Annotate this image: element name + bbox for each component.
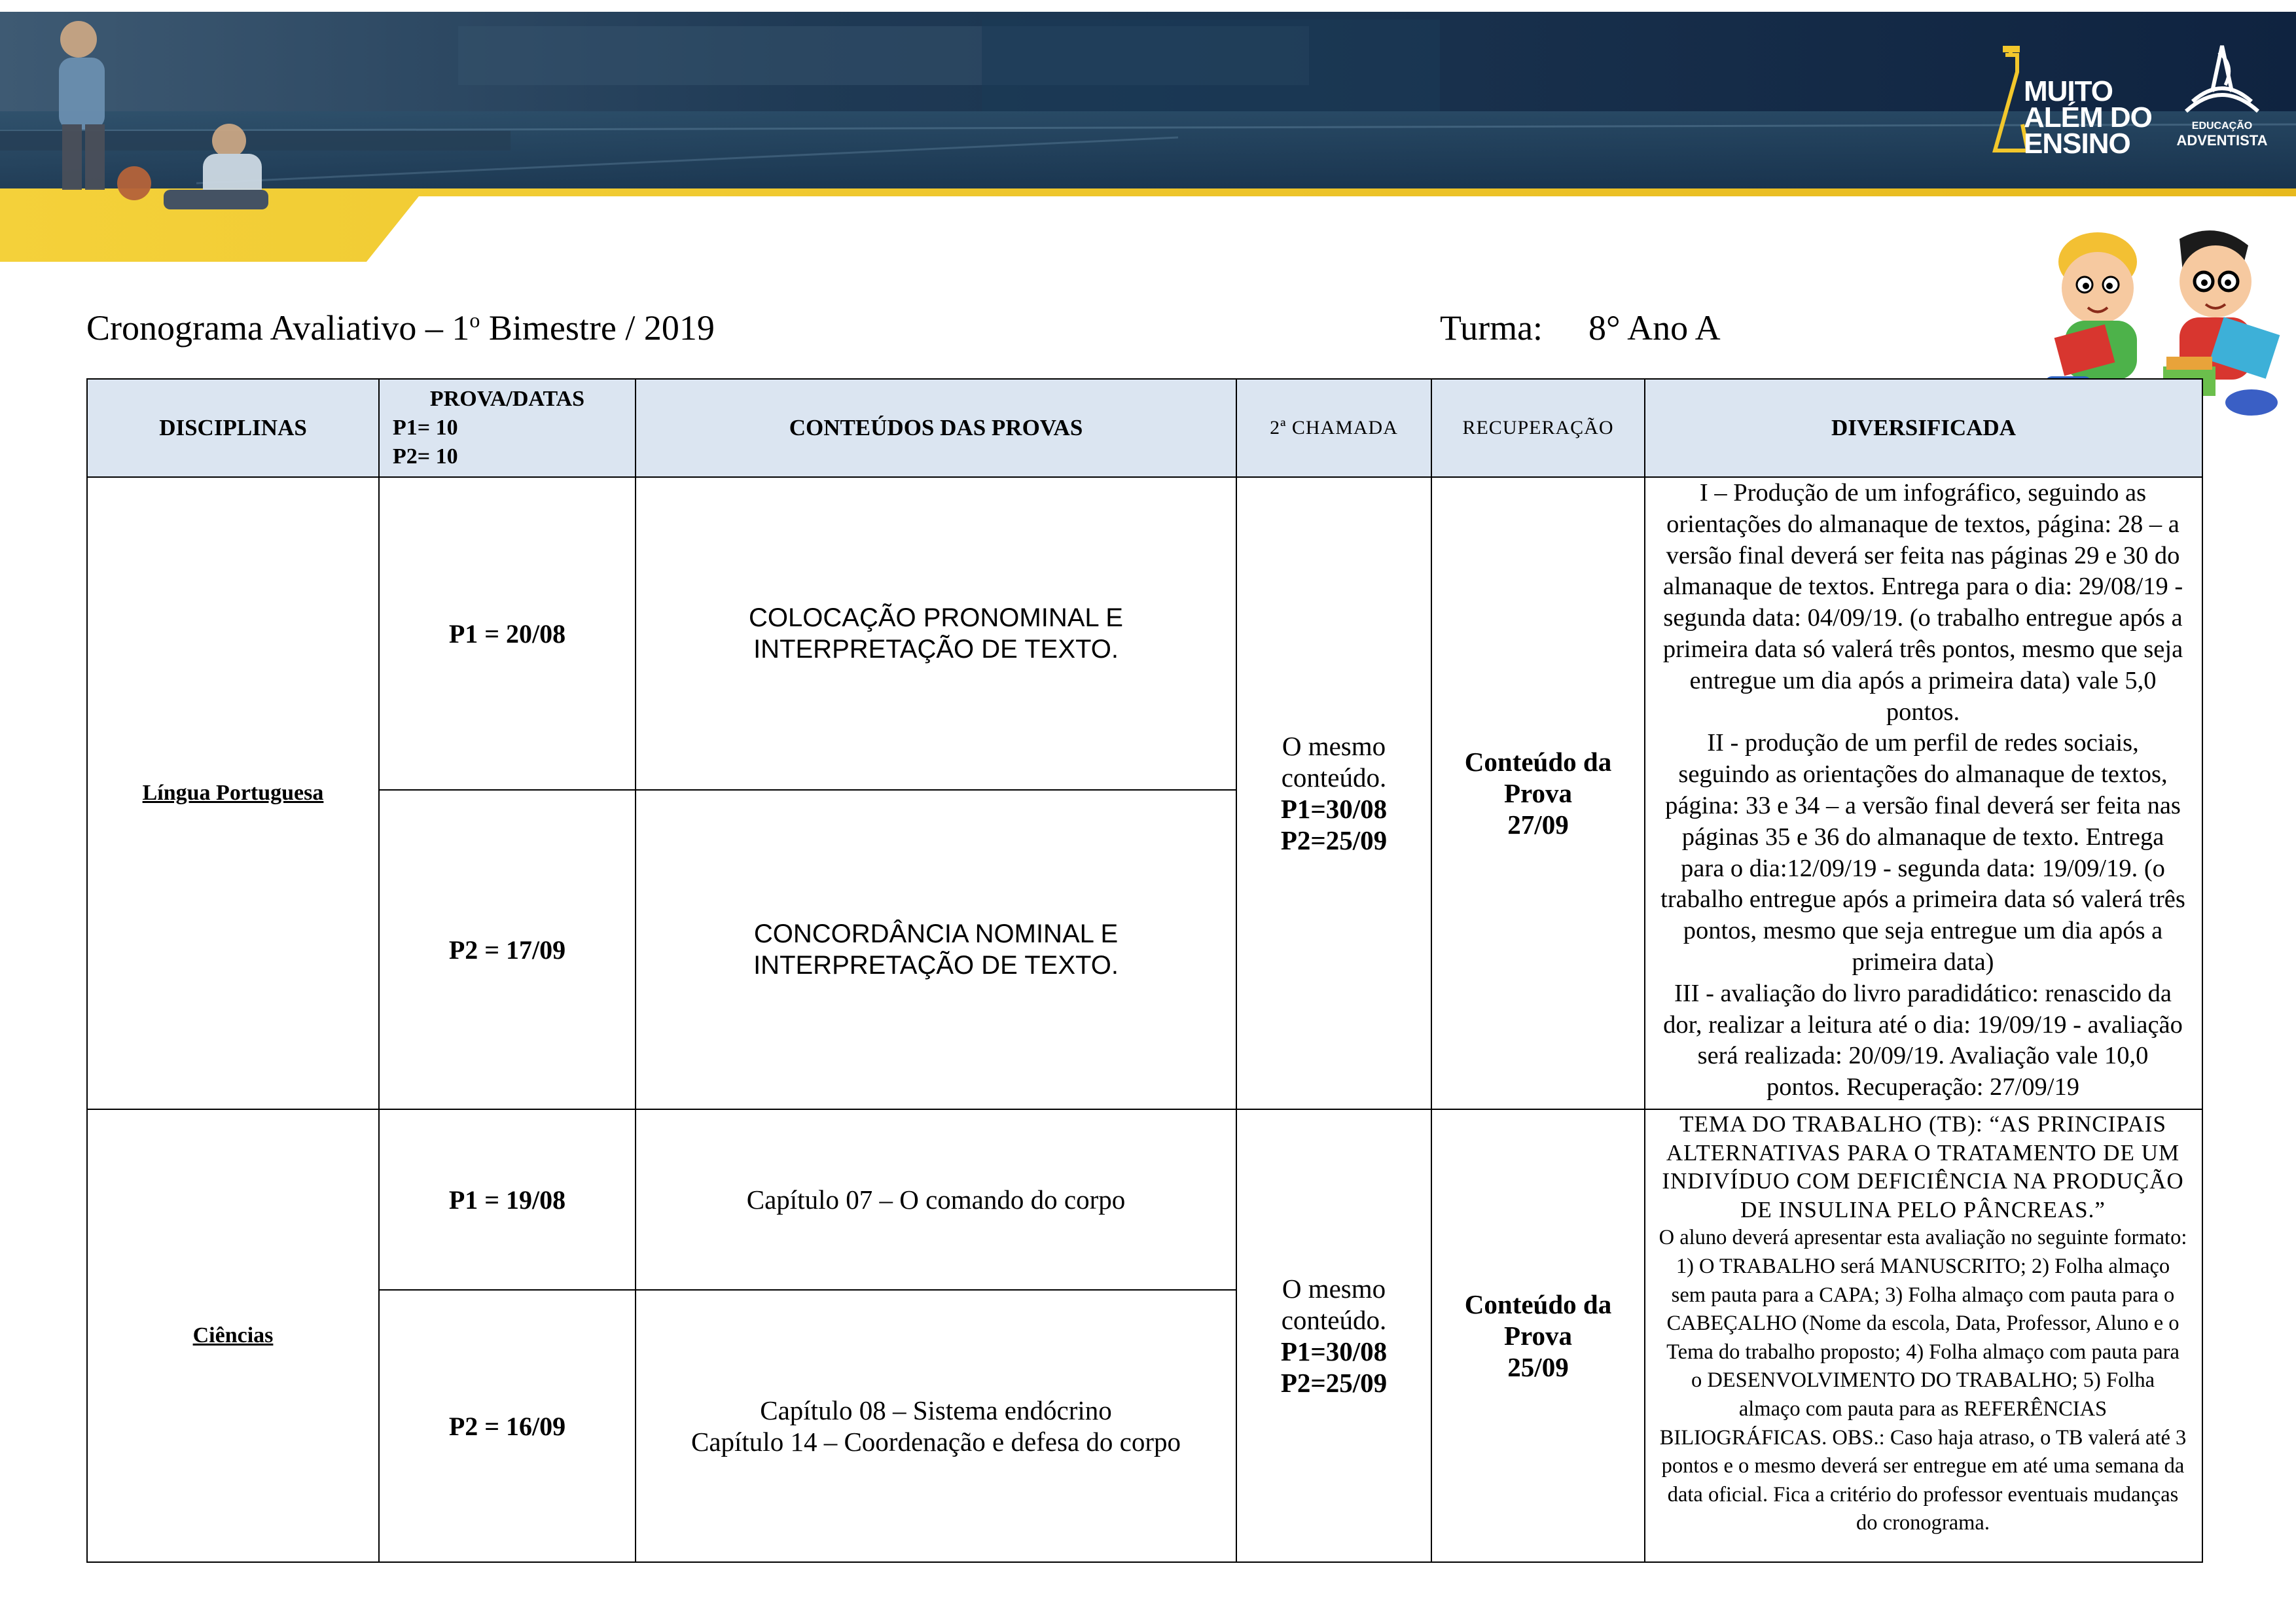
header-recuperacao: RECUPERAÇÃO: [1431, 379, 1645, 477]
chamada-p1: P1=30/08: [1280, 794, 1388, 824]
p2-content-cell: [636, 1290, 1236, 1562]
chamada-p2: P2=25/09: [1280, 1368, 1388, 1398]
p2-date-cell: [379, 790, 636, 1109]
segunda-chamada-cell: [1236, 1109, 1431, 1562]
p2-date: P2 = 16/09: [448, 1411, 566, 1441]
recup-line: Prova: [1503, 778, 1572, 808]
logo-adv-line-2: ADVENTISTA: [2176, 132, 2268, 149]
header-conteudos: CONTEÚDOS DAS PROVAS: [636, 379, 1236, 477]
content-line: INTERPRETAÇÃO DE TEXTO.: [753, 635, 1119, 664]
chamada-line: conteúdo.: [1281, 762, 1387, 793]
banner-background: [0, 0, 2296, 268]
diversificada-cell: [1645, 1109, 2202, 1562]
content-line: CONCORDÂNCIA NOMINAL E: [753, 919, 1119, 948]
logo-line-2: ALÉM DO: [2024, 101, 2152, 134]
recup-date: 25/09: [1507, 1352, 1569, 1382]
p2-date-cell: [379, 1290, 636, 1562]
content-line: Capítulo 14 – Coordenação e defesa do corpo: [691, 1427, 1181, 1457]
class-label: [1440, 308, 1721, 348]
content-line: Capítulo 08 – Sistema endócrino: [760, 1395, 1112, 1425]
title-rest: Bimestre / 2019: [480, 308, 715, 348]
chamada-line: O mesmo: [1282, 731, 1386, 761]
educacao-adventista-logo: [2173, 39, 2271, 157]
turma-value: 8° Ano A: [1588, 308, 1721, 348]
recup-line: Conteúdo da: [1464, 1289, 1612, 1319]
diversificada-item-2: II - produção de um perfil de redes sociais, seguindo as orientações do almanaque de textos, página: 33 e 34 – a versão final deverá ser feita nas páginas 35 e 36 do almanaque de texto. Entrega para o dia:12/09/19 - segunda data: 19/09/19. (o trabalho entregue após a primeira data só valerá três pontos, mesmo que seja entregue um dia após a primeira data): [1660, 729, 2185, 976]
header-prova-p2: P2= 10: [393, 444, 458, 469]
logo-line-1: MUITO: [2024, 75, 2113, 107]
diversificada-item-3: III - avaliação do livro paradidático: renascido da dor, realizar a leitura até o dia: 19/09/19 - avaliação será realizada: 20/09/19. Avaliação vale 10,0 pontos. Recuperação: 27/09/19: [1663, 979, 2183, 1101]
adventist-emblem-icon: [2173, 39, 2271, 118]
chamada-p2: P2=25/09: [1280, 825, 1388, 855]
logo-line-3: ENSINO: [2024, 128, 2130, 160]
turma-label: Turma:: [1440, 308, 1543, 348]
header-prova-title: PROVA/DATAS: [429, 387, 585, 411]
recup-line: Conteúdo da: [1464, 747, 1612, 777]
recup-date: 27/09: [1507, 810, 1569, 840]
content-line: Capítulo 07 – O comando do corpo: [746, 1185, 1126, 1215]
recuperacao-cell: [1431, 1109, 1645, 1562]
header-banner: [0, 0, 2296, 268]
header-prova-datas: [379, 379, 636, 477]
page-title: [86, 308, 715, 348]
header-segunda-chamada: 2ª CHAMADA: [1236, 379, 1431, 477]
recup-line: Prova: [1503, 1321, 1572, 1351]
table-header-row: [87, 379, 2202, 477]
title-ordinal: o: [469, 308, 480, 332]
p1-date-cell: [379, 477, 636, 790]
logo-adv-line-1: EDUCAÇÃO: [2191, 120, 2253, 132]
p2-content-cell: [636, 790, 1236, 1109]
diversificada-tema: TEMA DO TRABALHO (TB): “AS PRINCIPAIS ALTERNATIVAS PARA O TRATAMENTO DE UM INDIVÍDUO COM DEFICIÊNCIA NA PRODUÇÃO DE INSULINA PELO PÂNCREAS.”: [1662, 1111, 2184, 1222]
diversificada-item-1: I – Produção de um infográfico, seguindo as orientações do almanaque de textos, página: 28 – a versão final deverá ser feita nas páginas 29 e 30 do almanaque de textos. Entrega para o dia: 29/08/19 - segunda data: 04/09/19. (o trabalho entregue após a primeira data só valerá três pontos, mesmo que seja entregue um dia após a primeira data) vale 5,0 pontos.: [1662, 479, 2183, 726]
diversificada-text: O aluno deverá apresentar esta avaliação no seguinte formato: 1) O TRABALHO será MANUSCRITO; 2) Folha almaço sem pauta para a CAPA; 3) Folha almaço com pauta para o CABEÇALHO (Nome da escola, Data, Professor, Aluno e o Tema do trabalho proposto; 4) Folha almaço com pauta para o DESENVOLVIMENTO DO TRABALHO; 5) Folha almaço com pauta para as REFERÊNCIAS BILIOGRÁFICAS. OBS.: Caso haja atraso, o TB valerá até 3 pontos e o mesmo deverá ser entregue em até uma semana da data oficial. Fica a critério do professor eventuais mudanças do cronograma.: [1659, 1226, 2187, 1535]
p1-date: P1 = 20/08: [448, 618, 566, 649]
content-line: INTERPRETAÇÃO DE TEXTO.: [753, 951, 1119, 980]
recuperacao-cell: [1431, 477, 1645, 1109]
subject-cell: [87, 477, 379, 1109]
chamada-line: O mesmo: [1282, 1274, 1386, 1304]
chamada-p1: P1=30/08: [1280, 1336, 1388, 1366]
title-main: Cronograma Avaliativo – 1: [86, 308, 470, 348]
chamada-line: conteúdo.: [1281, 1305, 1387, 1335]
header-diversificada: DIVERSIFICADA: [1645, 379, 2202, 477]
schedule-table: [86, 378, 2203, 1563]
table-row: [87, 477, 2202, 790]
muito-alem-do-ensino-logo: [1977, 39, 2166, 170]
segunda-chamada-cell: [1236, 477, 1431, 1109]
subject-lingua-portuguesa: Língua Portuguesa: [142, 781, 324, 805]
p1-date: P1 = 19/08: [448, 1185, 566, 1215]
diversificada-cell: [1645, 477, 2202, 1109]
p1-content-cell: [636, 1109, 1236, 1290]
table-row: [87, 1109, 2202, 1290]
p1-content-cell: [636, 477, 1236, 790]
header-disciplinas: DISCIPLINAS: [87, 379, 379, 477]
p2-date: P2 = 17/09: [448, 935, 566, 965]
content-line: COLOCAÇÃO PRONOMINAL E: [749, 603, 1123, 632]
subject-cell: [87, 1109, 379, 1562]
subject-ciencias: Ciências: [192, 1323, 274, 1347]
header-prova-p1: P1= 10: [393, 416, 458, 440]
p1-date-cell: [379, 1109, 636, 1290]
